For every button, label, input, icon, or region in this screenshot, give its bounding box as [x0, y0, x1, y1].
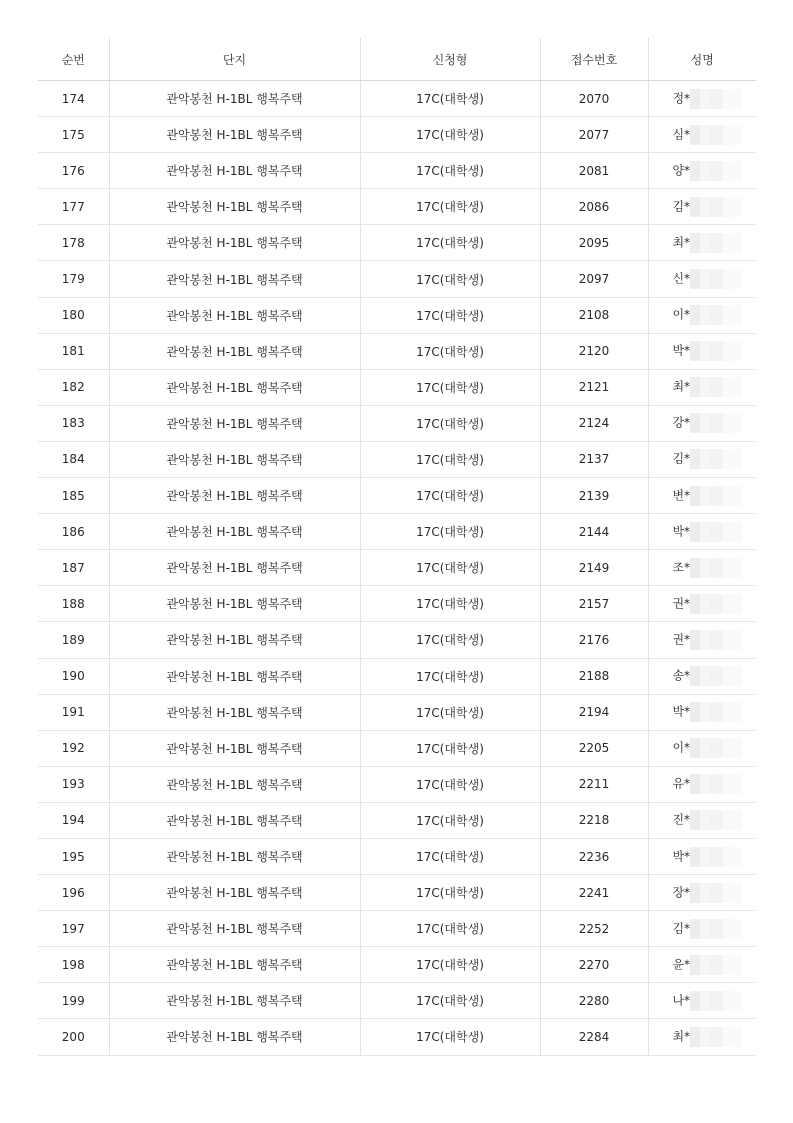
- seq-cell: 177: [38, 189, 109, 225]
- name-cell: [648, 225, 756, 261]
- receipt-number-cell: 2121: [540, 369, 648, 405]
- complex-cell: 관악봉천 H-1BL 행복주택: [109, 550, 360, 586]
- table-row: [38, 730, 756, 766]
- complex-cell: 관악봉천 H-1BL 행복주택: [109, 81, 360, 117]
- privacy-blur-fade: [710, 1027, 742, 1047]
- application-type-cell: 17C(대학생): [360, 658, 540, 694]
- application-type-cell: 17C(대학생): [360, 333, 540, 369]
- table-row: [38, 117, 756, 153]
- privacy-blur-fade: [710, 558, 742, 578]
- application-type-cell: 17C(대학생): [360, 225, 540, 261]
- receipt-number-cell: 2077: [540, 117, 648, 153]
- masked-name: 나*: [672, 993, 691, 1008]
- name-wrap: [662, 161, 742, 181]
- table-row: [38, 261, 756, 297]
- table-row: [38, 405, 756, 441]
- application-type-cell: 17C(대학생): [360, 81, 540, 117]
- complex-cell: 관악봉천 H-1BL 행복주택: [109, 622, 360, 658]
- table-row: [38, 225, 756, 261]
- privacy-blur-fade: [710, 89, 742, 109]
- privacy-blur: [690, 377, 710, 397]
- application-type-cell: 17C(대학생): [360, 189, 540, 225]
- complex-cell: 관악봉천 H-1BL 행복주택: [109, 694, 360, 730]
- receipt-number-cell: 2236: [540, 838, 648, 874]
- complex-cell: 관악봉천 H-1BL 행복주택: [109, 1019, 360, 1055]
- application-type-cell: 17C(대학생): [360, 586, 540, 622]
- header-name: 성명: [648, 38, 756, 81]
- masked-name: 최*: [672, 379, 691, 394]
- receipt-number-cell: 2280: [540, 983, 648, 1019]
- masked-name: 양*: [672, 163, 691, 178]
- seq-cell: 181: [38, 333, 109, 369]
- receipt-number-cell: 2137: [540, 441, 648, 477]
- masked-name: 신*: [672, 271, 691, 286]
- complex-cell: 관악봉천 H-1BL 행복주택: [109, 586, 360, 622]
- privacy-blur: [690, 847, 710, 867]
- complex-cell: 관악봉천 H-1BL 행복주택: [109, 947, 360, 983]
- seq-cell: 195: [38, 838, 109, 874]
- privacy-blur: [690, 883, 710, 903]
- application-type-cell: 17C(대학생): [360, 153, 540, 189]
- table-row: [38, 189, 756, 225]
- privacy-blur: [690, 269, 710, 289]
- complex-cell: 관악봉천 H-1BL 행복주택: [109, 658, 360, 694]
- name-cell: [648, 369, 756, 405]
- receipt-number-cell: 2149: [540, 550, 648, 586]
- name-wrap: [662, 377, 742, 397]
- masked-name: 진*: [672, 812, 691, 827]
- name-wrap: [662, 991, 742, 1011]
- privacy-blur-fade: [710, 305, 742, 325]
- seq-cell: 180: [38, 297, 109, 333]
- name-wrap: [662, 1027, 742, 1047]
- receipt-number-cell: 2205: [540, 730, 648, 766]
- privacy-blur-fade: [710, 810, 742, 830]
- application-type-cell: 17C(대학생): [360, 478, 540, 514]
- table-row: [38, 81, 756, 117]
- complex-cell: 관악봉천 H-1BL 행복주택: [109, 802, 360, 838]
- privacy-blur: [690, 666, 710, 686]
- name-wrap: [662, 125, 742, 145]
- name-wrap: [662, 810, 742, 830]
- applicant-list-sheet: [38, 38, 756, 1056]
- application-type-cell: 17C(대학생): [360, 983, 540, 1019]
- name-cell: [648, 189, 756, 225]
- name-cell: [648, 911, 756, 947]
- privacy-blur: [690, 305, 710, 325]
- privacy-blur: [690, 413, 710, 433]
- masked-name: 권*: [672, 632, 691, 647]
- application-type-cell: 17C(대학생): [360, 694, 540, 730]
- complex-cell: 관악봉천 H-1BL 행복주택: [109, 838, 360, 874]
- name-cell: [648, 514, 756, 550]
- application-type-cell: 17C(대학생): [360, 802, 540, 838]
- seq-cell: 188: [38, 586, 109, 622]
- seq-cell: 179: [38, 261, 109, 297]
- complex-cell: 관악봉천 H-1BL 행복주택: [109, 189, 360, 225]
- complex-cell: 관악봉천 H-1BL 행복주택: [109, 911, 360, 947]
- privacy-blur-fade: [710, 522, 742, 542]
- table-row: [38, 478, 756, 514]
- privacy-blur-fade: [710, 774, 742, 794]
- seq-cell: 183: [38, 405, 109, 441]
- masked-name: 김*: [672, 921, 691, 936]
- masked-name: 조*: [672, 560, 691, 575]
- name-cell: [648, 730, 756, 766]
- name-wrap: [662, 305, 742, 325]
- masked-name: 박*: [672, 343, 691, 358]
- name-cell: [648, 441, 756, 477]
- name-cell: [648, 81, 756, 117]
- masked-name: 권*: [672, 596, 691, 611]
- table-row: [38, 153, 756, 189]
- privacy-blur: [690, 558, 710, 578]
- header-seq: 순번: [38, 38, 109, 81]
- masked-name: 김*: [672, 199, 691, 214]
- privacy-blur: [690, 738, 710, 758]
- privacy-blur: [690, 630, 710, 650]
- privacy-blur: [690, 89, 710, 109]
- table-row: [38, 983, 756, 1019]
- table-row: [38, 694, 756, 730]
- privacy-blur-fade: [710, 161, 742, 181]
- name-cell: [648, 297, 756, 333]
- application-type-cell: 17C(대학생): [360, 622, 540, 658]
- privacy-blur-fade: [710, 702, 742, 722]
- masked-name: 김*: [672, 451, 691, 466]
- name-cell: [648, 658, 756, 694]
- table-row: [38, 333, 756, 369]
- seq-cell: 174: [38, 81, 109, 117]
- seq-cell: 185: [38, 478, 109, 514]
- name-cell: [648, 586, 756, 622]
- seq-cell: 200: [38, 1019, 109, 1055]
- name-wrap: [662, 883, 742, 903]
- privacy-blur-fade: [710, 197, 742, 217]
- receipt-number-cell: 2218: [540, 802, 648, 838]
- privacy-blur: [690, 449, 710, 469]
- privacy-blur-fade: [710, 991, 742, 1011]
- table-row: [38, 911, 756, 947]
- name-cell: [648, 261, 756, 297]
- name-wrap: [662, 738, 742, 758]
- masked-name: 박*: [672, 704, 691, 719]
- masked-name: 장*: [672, 885, 691, 900]
- privacy-blur-fade: [710, 269, 742, 289]
- masked-name: 윤*: [672, 957, 691, 972]
- application-type-cell: 17C(대학생): [360, 297, 540, 333]
- name-cell: [648, 550, 756, 586]
- name-cell: [648, 983, 756, 1019]
- masked-name: 최*: [672, 1029, 691, 1044]
- receipt-number-cell: 2157: [540, 586, 648, 622]
- name-cell: [648, 117, 756, 153]
- seq-cell: 191: [38, 694, 109, 730]
- table-body: [38, 81, 756, 1056]
- masked-name: 박*: [672, 524, 691, 539]
- seq-cell: 196: [38, 875, 109, 911]
- application-type-cell: 17C(대학생): [360, 369, 540, 405]
- masked-name: 박*: [672, 849, 691, 864]
- application-type-cell: 17C(대학생): [360, 514, 540, 550]
- privacy-blur-fade: [710, 738, 742, 758]
- name-cell: [648, 478, 756, 514]
- privacy-blur: [690, 810, 710, 830]
- complex-cell: 관악봉천 H-1BL 행복주택: [109, 117, 360, 153]
- masked-name: 심*: [672, 127, 691, 142]
- masked-name: 변*: [672, 488, 691, 503]
- privacy-blur: [690, 486, 710, 506]
- application-type-cell: 17C(대학생): [360, 730, 540, 766]
- receipt-number-cell: 2188: [540, 658, 648, 694]
- receipt-number-cell: 2241: [540, 875, 648, 911]
- application-type-cell: 17C(대학생): [360, 261, 540, 297]
- name-wrap: [662, 630, 742, 650]
- complex-cell: 관악봉천 H-1BL 행복주택: [109, 369, 360, 405]
- application-type-cell: 17C(대학생): [360, 838, 540, 874]
- name-wrap: [662, 486, 742, 506]
- name-wrap: [662, 847, 742, 867]
- privacy-blur: [690, 702, 710, 722]
- seq-cell: 192: [38, 730, 109, 766]
- seq-cell: 193: [38, 766, 109, 802]
- complex-cell: 관악봉천 H-1BL 행복주택: [109, 514, 360, 550]
- name-cell: [648, 1019, 756, 1055]
- application-type-cell: 17C(대학생): [360, 947, 540, 983]
- seq-cell: 184: [38, 441, 109, 477]
- privacy-blur: [690, 125, 710, 145]
- privacy-blur-fade: [710, 666, 742, 686]
- privacy-blur-fade: [710, 630, 742, 650]
- privacy-blur: [690, 774, 710, 794]
- name-wrap: [662, 233, 742, 253]
- receipt-number-cell: 2124: [540, 405, 648, 441]
- receipt-number-cell: 2144: [540, 514, 648, 550]
- name-cell: [648, 947, 756, 983]
- name-wrap: [662, 522, 742, 542]
- receipt-number-cell: 2211: [540, 766, 648, 802]
- table-row: [38, 766, 756, 802]
- seq-cell: 190: [38, 658, 109, 694]
- seq-cell: 175: [38, 117, 109, 153]
- table-row: [38, 658, 756, 694]
- seq-cell: 187: [38, 550, 109, 586]
- name-cell: [648, 333, 756, 369]
- privacy-blur-fade: [710, 341, 742, 361]
- masked-name: 최*: [672, 235, 691, 250]
- header-complex: 단지: [109, 38, 360, 81]
- masked-name: 유*: [672, 776, 691, 791]
- name-wrap: [662, 955, 742, 975]
- privacy-blur-fade: [710, 919, 742, 939]
- masked-name: 이*: [672, 740, 691, 755]
- applicant-table: [38, 38, 756, 1056]
- complex-cell: 관악봉천 H-1BL 행복주택: [109, 766, 360, 802]
- table-row: [38, 369, 756, 405]
- application-type-cell: 17C(대학생): [360, 875, 540, 911]
- complex-cell: 관악봉천 H-1BL 행복주택: [109, 405, 360, 441]
- receipt-number-cell: 2194: [540, 694, 648, 730]
- privacy-blur-fade: [710, 233, 742, 253]
- privacy-blur-fade: [710, 594, 742, 614]
- privacy-blur: [690, 919, 710, 939]
- complex-cell: 관악봉천 H-1BL 행복주택: [109, 261, 360, 297]
- privacy-blur-fade: [710, 377, 742, 397]
- name-cell: [648, 766, 756, 802]
- application-type-cell: 17C(대학생): [360, 766, 540, 802]
- seq-cell: 197: [38, 911, 109, 947]
- name-wrap: [662, 197, 742, 217]
- application-type-cell: 17C(대학생): [360, 911, 540, 947]
- privacy-blur: [690, 522, 710, 542]
- name-cell: [648, 153, 756, 189]
- complex-cell: 관악봉천 H-1BL 행복주택: [109, 225, 360, 261]
- table-row: [38, 550, 756, 586]
- receipt-number-cell: 2284: [540, 1019, 648, 1055]
- name-cell: [648, 838, 756, 874]
- table-row: [38, 441, 756, 477]
- receipt-number-cell: 2086: [540, 189, 648, 225]
- privacy-blur-fade: [710, 847, 742, 867]
- seq-cell: 189: [38, 622, 109, 658]
- masked-name: 이*: [672, 307, 691, 322]
- privacy-blur-fade: [710, 883, 742, 903]
- name-wrap: [662, 666, 742, 686]
- table-row: [38, 947, 756, 983]
- table-row: [38, 297, 756, 333]
- name-wrap: [662, 919, 742, 939]
- masked-name: 정*: [672, 91, 691, 106]
- receipt-number-cell: 2270: [540, 947, 648, 983]
- complex-cell: 관악봉천 H-1BL 행복주택: [109, 875, 360, 911]
- privacy-blur: [690, 197, 710, 217]
- table-row: [38, 622, 756, 658]
- complex-cell: 관악봉천 H-1BL 행복주택: [109, 297, 360, 333]
- complex-cell: 관악봉천 H-1BL 행복주택: [109, 153, 360, 189]
- name-cell: [648, 802, 756, 838]
- privacy-blur: [690, 341, 710, 361]
- table-row: [38, 802, 756, 838]
- privacy-blur-fade: [710, 413, 742, 433]
- receipt-number-cell: 2120: [540, 333, 648, 369]
- complex-cell: 관악봉천 H-1BL 행복주택: [109, 441, 360, 477]
- name-wrap: [662, 594, 742, 614]
- privacy-blur: [690, 161, 710, 181]
- seq-cell: 198: [38, 947, 109, 983]
- table-row: [38, 1019, 756, 1055]
- name-wrap: [662, 702, 742, 722]
- receipt-number-cell: 2070: [540, 81, 648, 117]
- application-type-cell: 17C(대학생): [360, 405, 540, 441]
- privacy-blur-fade: [710, 125, 742, 145]
- receipt-number-cell: 2252: [540, 911, 648, 947]
- application-type-cell: 17C(대학생): [360, 1019, 540, 1055]
- seq-cell: 182: [38, 369, 109, 405]
- complex-cell: 관악봉천 H-1BL 행복주택: [109, 730, 360, 766]
- name-wrap: [662, 89, 742, 109]
- table-header-row: [38, 38, 756, 81]
- name-wrap: [662, 269, 742, 289]
- receipt-number-cell: 2176: [540, 622, 648, 658]
- application-type-cell: 17C(대학생): [360, 441, 540, 477]
- complex-cell: 관악봉천 H-1BL 행복주택: [109, 983, 360, 1019]
- table-row: [38, 838, 756, 874]
- seq-cell: 194: [38, 802, 109, 838]
- seq-cell: 199: [38, 983, 109, 1019]
- application-type-cell: 17C(대학생): [360, 550, 540, 586]
- seq-cell: 186: [38, 514, 109, 550]
- header-receipt-number: 접수번호: [540, 38, 648, 81]
- privacy-blur: [690, 233, 710, 253]
- complex-cell: 관악봉천 H-1BL 행복주택: [109, 333, 360, 369]
- privacy-blur-fade: [710, 486, 742, 506]
- privacy-blur: [690, 991, 710, 1011]
- receipt-number-cell: 2095: [540, 225, 648, 261]
- privacy-blur-fade: [710, 449, 742, 469]
- name-wrap: [662, 341, 742, 361]
- complex-cell: 관악봉천 H-1BL 행복주택: [109, 478, 360, 514]
- receipt-number-cell: 2108: [540, 297, 648, 333]
- name-cell: [648, 694, 756, 730]
- name-cell: [648, 622, 756, 658]
- privacy-blur: [690, 955, 710, 975]
- name-wrap: [662, 558, 742, 578]
- receipt-number-cell: 2139: [540, 478, 648, 514]
- receipt-number-cell: 2097: [540, 261, 648, 297]
- seq-cell: 178: [38, 225, 109, 261]
- receipt-number-cell: 2081: [540, 153, 648, 189]
- privacy-blur: [690, 594, 710, 614]
- application-type-cell: 17C(대학생): [360, 117, 540, 153]
- name-cell: [648, 405, 756, 441]
- table-row: [38, 514, 756, 550]
- name-cell: [648, 875, 756, 911]
- masked-name: 강*: [672, 415, 691, 430]
- table-row: [38, 586, 756, 622]
- header-application-type: 신청형: [360, 38, 540, 81]
- seq-cell: 176: [38, 153, 109, 189]
- table-row: [38, 875, 756, 911]
- privacy-blur: [690, 1027, 710, 1047]
- name-wrap: [662, 449, 742, 469]
- privacy-blur-fade: [710, 955, 742, 975]
- name-wrap: [662, 413, 742, 433]
- name-wrap: [662, 774, 742, 794]
- masked-name: 송*: [672, 668, 691, 683]
